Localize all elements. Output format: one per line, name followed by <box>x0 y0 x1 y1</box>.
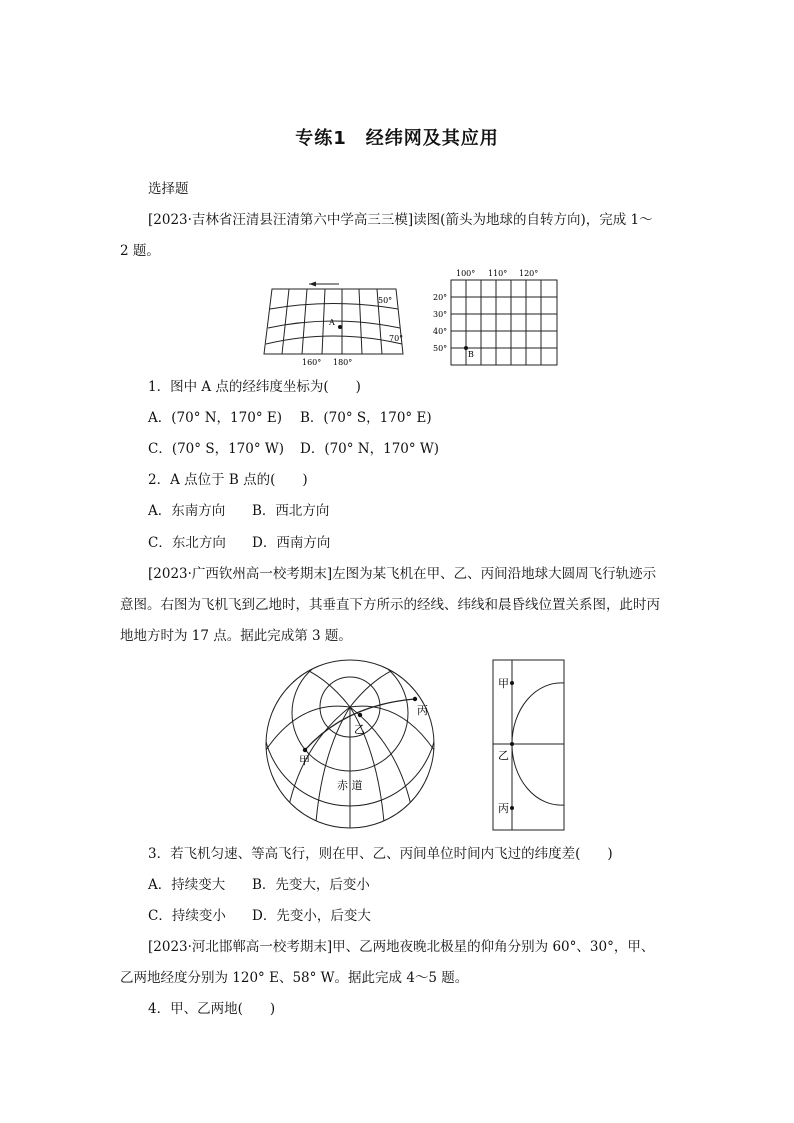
intro-1-line-2: 2 题。 <box>120 243 160 259</box>
rect-label-jia: 甲 <box>498 677 509 690</box>
q3-stem: 3．若飞机匀速、等高飞行，则在甲、乙、丙间单位时间内飞过的纬度差( ) <box>148 846 613 862</box>
point-a-marker <box>338 325 342 329</box>
globe-point-yi <box>358 713 362 717</box>
rect-point-yi <box>510 742 514 746</box>
figure-1-right-grid <box>451 280 557 365</box>
q1-option-c: C．(70° S，170° W) <box>148 441 285 457</box>
globe-label-yi: 乙 <box>354 723 365 736</box>
rect-point-bing <box>510 806 514 810</box>
q3-option-a: A．持续变大 <box>148 877 226 893</box>
lon-110-label: 110° <box>488 269 508 278</box>
q3-option-c: C．持续变小 <box>148 908 226 924</box>
q1-option-b: B．(70° S，170° E) <box>300 410 432 426</box>
point-b-label: B <box>468 350 474 359</box>
figure-1 <box>258 262 578 370</box>
globe-label-jia: 甲 <box>299 754 310 767</box>
lat-20-label: 20° <box>433 293 448 302</box>
q1-option-d: D．(70° N，170° W) <box>300 441 440 457</box>
q2-option-a: A．东南方向 <box>148 503 226 519</box>
lat-40-label: 40° <box>433 327 448 336</box>
lat-50-label: 50° <box>378 296 393 305</box>
figure-2 <box>255 655 575 837</box>
globe <box>255 655 465 837</box>
intro-2-line-3: 地地方时为 17 点。据此完成第 3 题。 <box>120 628 352 644</box>
intro-1-line-1: [2023·吉林省汪清县汪清第六中学高三三模]读图(箭头为地球的自转方向)，完成 1～ <box>148 212 653 228</box>
section-heading: 选择题 <box>148 181 189 197</box>
q1-stem: 1．图中 A 点的经纬度坐标为( ) <box>148 379 361 395</box>
lon-100-label: 100° <box>456 269 476 278</box>
lon-160-label: 160° <box>302 358 322 367</box>
lat-50-right-label: 50° <box>433 344 448 353</box>
lon-120-label: 120° <box>519 269 539 278</box>
lon-180-label: 180° <box>333 358 353 367</box>
q2-option-d: D．西南方向 <box>252 535 331 551</box>
intro-3-line-1: [2023·河北邯郸高一校考期末]甲、乙两地夜晚北极星的仰角分别为 60°、30°，甲、 <box>148 939 655 955</box>
q3-option-b: B．先变大，后变小 <box>252 877 370 893</box>
intro-2-line-1: [2023·广西钦州高一校考期末]左图为某飞机在甲、乙、丙间沿地球大圆周飞行轨迹示 <box>148 566 657 582</box>
rect-label-yi: 乙 <box>498 749 509 762</box>
q2-option-b: B．西北方向 <box>252 503 330 519</box>
globe-point-bing <box>413 697 417 701</box>
globe-point-jia <box>303 748 307 752</box>
intro-3-line-2: 乙两地经度分别为 120° E、58° W。据此完成 4～5 题。 <box>120 970 469 986</box>
q2-option-c: C．东北方向 <box>148 535 226 551</box>
q3-option-d: D．先变小，后变大 <box>252 908 371 924</box>
q4-stem: 4．甲、乙两地( ) <box>148 1001 276 1017</box>
page-title: 专练1 经纬网及其应用 <box>295 128 499 149</box>
rect-label-bing: 丙 <box>498 802 509 815</box>
rect-point-jia <box>510 681 514 685</box>
q1-option-a: A．(70° N，170° E) <box>148 410 282 426</box>
lat-70-label: 70° <box>389 334 404 343</box>
lat-30-label: 30° <box>433 310 448 319</box>
intro-2-line-2: 意图。右图为飞机飞到乙地时，其垂直下方所示的经线、纬线和晨昏线位置关系图，此时丙 <box>120 597 660 613</box>
globe-label-bing: 丙 <box>417 704 428 717</box>
point-a-label: A <box>329 318 335 327</box>
q2-stem: 2．A 点位于 B 点的( ) <box>148 472 308 488</box>
globe-equator-label: 赤 道 <box>337 779 363 792</box>
